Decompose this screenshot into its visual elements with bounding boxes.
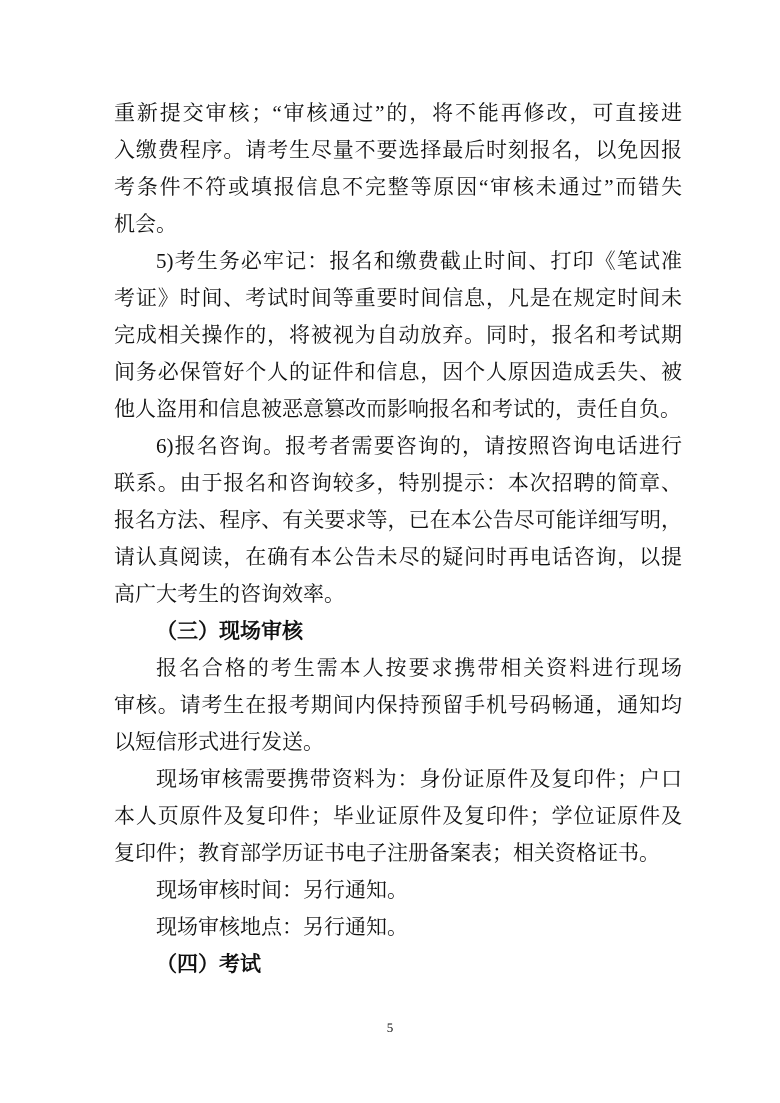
page-number: 5 [386, 1020, 394, 1035]
text-line: 完成相关操作的，将被视为自动放弃。同时，报名和考试期 [114, 323, 682, 347]
section-heading: （三）现场审核 [156, 619, 303, 643]
text-line: 间务必保管好个人的证件和信息，因个人原因造成丢失、被 [114, 360, 682, 384]
text-line: 6)报名咨询。报考者需要咨询的，请按照咨询电话进行 [156, 434, 682, 458]
text-line: 5)考生务必牢记：报名和缴费截止时间、打印《笔试准 [156, 249, 682, 273]
text-line: 现场审核地点：另行通知。 [156, 915, 408, 939]
text-line: 以短信形式进行发送。 [114, 730, 324, 754]
text-line: 联系。由于报名和咨询较多，特别提示：本次招聘的简章、 [114, 471, 682, 495]
text-line: 他人盗用和信息被恶意篡改而影响报名和考试的，责任自负。 [114, 397, 681, 421]
text-line: 报名方法、程序、有关要求等，已在本公告尽可能详细写明， [114, 508, 682, 532]
text-line: 请认真阅读，在确有本公告未尽的疑问时再电话咨询，以提 [114, 545, 682, 569]
text-line: 考条件不符或填报信息不完整等原因“审核未通过”而错失 [114, 175, 682, 199]
section-heading: （四）考试 [156, 952, 261, 976]
text-line: 现场审核时间：另行通知。 [156, 878, 408, 902]
text-line: 审核。请考生在报考期间内保持预留手机号码畅通，通知均 [114, 693, 682, 717]
text-line: 现场审核需要携带资料为：身份证原件及复印件；户口 [156, 767, 682, 791]
text-line: 考证》时间、考试时间等重要时间信息，凡是在规定时间未 [114, 286, 682, 310]
page-footer [0, 1019, 780, 1037]
text-line: 重新提交审核；“审核通过”的，将不能再修改，可直接进 [114, 101, 682, 125]
text-line: 机会。 [114, 212, 177, 236]
text-line: 报名合格的考生需本人按要求携带相关资料进行现场 [156, 656, 682, 680]
text-line: 高广大考生的咨询效率。 [114, 582, 345, 606]
text-line: 复印件；教育部学历证书电子注册备案表；相关资格证书。 [114, 841, 660, 865]
text-line: 入缴费程序。请考生尽量不要选择最后时刻报名，以免因报 [114, 138, 682, 162]
text-line: 本人页原件及复印件；毕业证原件及复印件；学位证原件及 [114, 804, 682, 828]
document-body [114, 95, 682, 983]
